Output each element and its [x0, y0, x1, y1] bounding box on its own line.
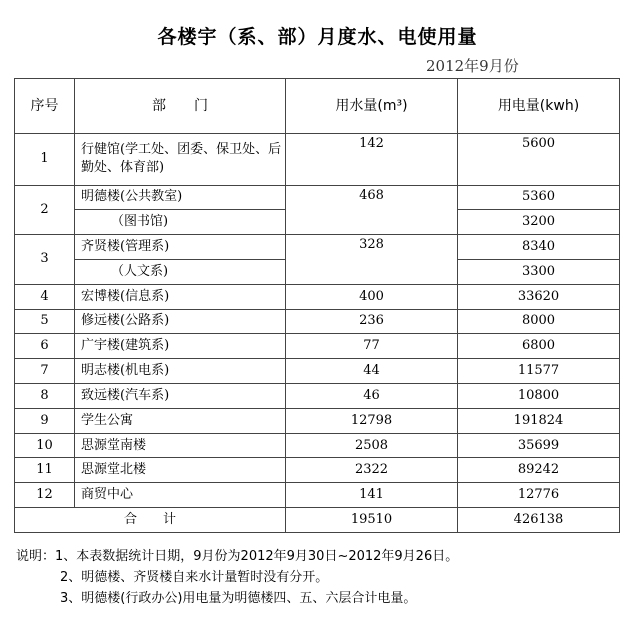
row-elec: 5600: [458, 133, 620, 185]
note-line: 2、明德楼、齐贤楼自来水计量暂时没有分开。: [60, 570, 329, 585]
row-elec: 11577: [458, 359, 620, 384]
row-water: 2322: [286, 458, 458, 483]
note-line: 说明：1、本表数据统计日期，9月份为2012年9月30日~2012年9月26日。: [16, 549, 459, 564]
header-dept: 部 门: [75, 79, 286, 134]
table-row: [15, 235, 620, 260]
total-water: 19510: [286, 508, 458, 533]
row-dept: 宏博楼(信息系): [75, 284, 286, 309]
row-dept: 广宇楼(建筑系): [75, 334, 286, 359]
row-dept: 明德楼(公共教室): [75, 185, 286, 210]
row-water: 328: [286, 235, 458, 285]
row-seq: 3: [15, 235, 75, 285]
row-dept: 修远楼(公路系): [75, 309, 286, 334]
row-elec-sub: 3200: [458, 210, 620, 235]
row-seq: 11: [15, 458, 75, 483]
row-dept-sub: （图书馆): [75, 210, 286, 235]
row-elec: 8340: [458, 235, 620, 260]
row-seq: 7: [15, 359, 75, 384]
table-header-row: [15, 79, 620, 134]
row-elec: 35699: [458, 433, 620, 458]
header-elec: 用电量(kwh): [458, 79, 620, 134]
report-date: 2012年9月份: [426, 57, 519, 75]
row-seq: 4: [15, 284, 75, 309]
row-elec: 6800: [458, 334, 620, 359]
row-water: 236: [286, 309, 458, 334]
row-dept: 思源堂南楼: [75, 433, 286, 458]
row-seq: 1: [15, 133, 75, 185]
row-elec: 89242: [458, 458, 620, 483]
table-row: [15, 309, 620, 334]
row-water: 12798: [286, 408, 458, 433]
row-elec-sub: 3300: [458, 259, 620, 284]
row-dept: 思源堂北楼: [75, 458, 286, 483]
row-water: 400: [286, 284, 458, 309]
table-row: [15, 408, 620, 433]
row-elec: 10800: [458, 384, 620, 409]
row-seq: 5: [15, 309, 75, 334]
row-seq: 6: [15, 334, 75, 359]
table-row: [15, 433, 620, 458]
row-dept-sub: （人文系): [75, 259, 286, 284]
row-dept: 行健馆(学工处、团委、保卫处、后勤处、体育部): [75, 133, 286, 185]
row-seq: 8: [15, 384, 75, 409]
total-elec: 426138: [458, 508, 620, 533]
table-row: [15, 384, 620, 409]
notes-section: [16, 546, 626, 609]
row-seq: 9: [15, 408, 75, 433]
usage-table: [14, 78, 620, 533]
note-line: 3、明德楼(行政办公)用电量为明德楼四、五、六层合计电量。: [60, 591, 417, 606]
row-water: 44: [286, 359, 458, 384]
total-label: 合 计: [15, 508, 286, 533]
total-row: [15, 508, 620, 533]
table-row: [15, 483, 620, 508]
row-dept: 学生公寓: [75, 408, 286, 433]
row-water: 2508: [286, 433, 458, 458]
row-seq: 12: [15, 483, 75, 508]
table-row: [15, 458, 620, 483]
row-elec: 8000: [458, 309, 620, 334]
row-water: 141: [286, 483, 458, 508]
row-dept: 致远楼(汽车系): [75, 384, 286, 409]
row-dept: 齐贤楼(管理系): [75, 235, 286, 260]
table-row: [15, 185, 620, 210]
row-seq: 2: [15, 185, 75, 235]
row-water: 77: [286, 334, 458, 359]
header-water: 用水量(m³): [286, 79, 458, 134]
table-row: [15, 334, 620, 359]
table-row: [15, 359, 620, 384]
table-row: [15, 133, 620, 185]
row-seq: 10: [15, 433, 75, 458]
row-dept: 明志楼(机电系): [75, 359, 286, 384]
row-elec: 12776: [458, 483, 620, 508]
table-row: [15, 284, 620, 309]
row-elec: 191824: [458, 408, 620, 433]
row-dept: 商贸中心: [75, 483, 286, 508]
report-title: 各楼宇（系、部）月度水、电使用量: [157, 26, 478, 48]
row-elec: 5360: [458, 185, 620, 210]
row-elec: 33620: [458, 284, 620, 309]
row-water: 46: [286, 384, 458, 409]
row-water: 468: [286, 185, 458, 235]
header-seq: 序号: [15, 79, 75, 134]
row-water: 142: [286, 133, 458, 185]
